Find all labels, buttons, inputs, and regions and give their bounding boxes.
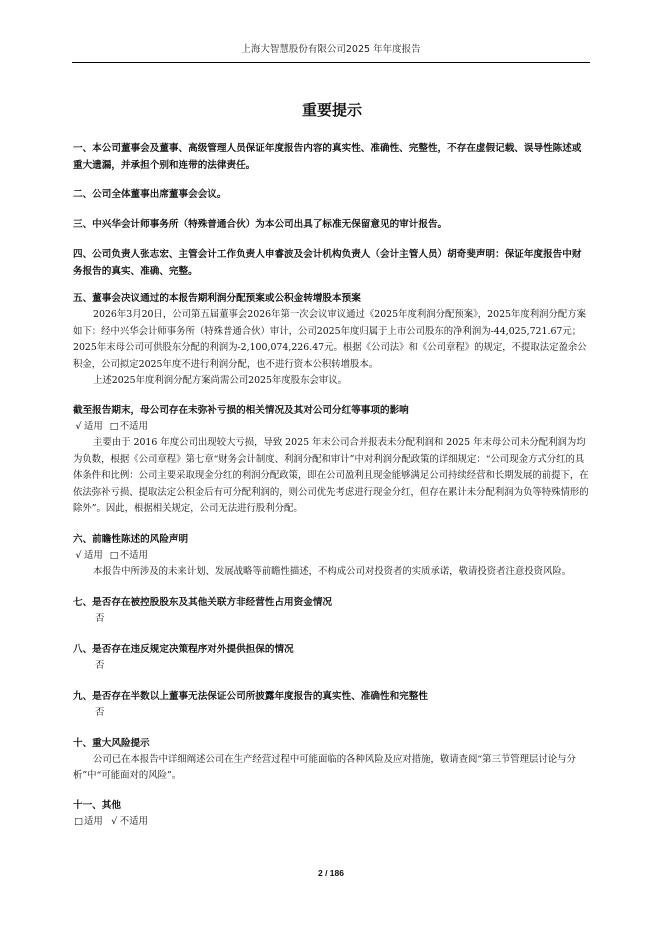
section-7: [73, 594, 591, 627]
statement-board-guarantee: 一、本公司董事会及董事、高级管理人员保证年度报告内容的真实性、准确性、完整性，不存在虚假记载、误导性陈述或重大遗漏，并承担个别和连带的法律责任。: [73, 143, 582, 171]
uncovered-losses-paragraph: 主要由于 2016 年度公司出现较大亏损，导致 2025 年末公司合并报表未分配利润和 2025 年末母公司未分配利润为均为负数，根据《公司章程》第七章“财务会计制度、利润分配和审计”中对利润分配政策的详细规定：“公司现金方式分红的具体条件和比例：公司主要采取现金分红的利润分配政策，即在公司盈利且现金能够满足公司持续经营和长期发展的前提下，在依法弥补亏损、提取法定公积金后有可分配利润的，则公司优先考虑进行现金分红，但存在累计未分配利润为负等特殊情形的除外”。因此，根据相关规定，公司无法进行股利分配。: [73, 436, 589, 515]
section-1: [73, 140, 591, 174]
statement-audit-opinion: 三、中兴华会计师事务所（特殊普通合伙）为本公司出具了标准无保留意见的审计报告。: [73, 219, 448, 230]
section-title-major-risks: 十、重大风险提示: [73, 737, 150, 749]
section-3: [73, 216, 591, 233]
section-title-other: 十一、其他: [73, 799, 121, 811]
section-title-forward-looking: 六、前瞻性陈述的风险声明: [73, 533, 189, 545]
empty-checkbox-icon: □: [109, 420, 119, 432]
check-mark-icon: √: [111, 815, 118, 827]
page-header: 上海大智慧股份有限公司2025 年年度报告: [241, 44, 421, 55]
section-uncovered-losses: [73, 402, 591, 518]
section-title-uncovered-losses: 截至报告期末，母公司存在未弥补亏损的相关情况及其对公司分红等事项的影响: [73, 404, 409, 416]
not-applicable-label: 不适用: [119, 549, 148, 561]
document-title: 重要提示: [301, 101, 362, 119]
document-body: [73, 100, 591, 830]
section-2: [73, 186, 591, 203]
applicable-label: 适用: [84, 549, 103, 561]
statement-board-attendance: 二、公司全体董事出席董事会会议。: [73, 189, 227, 200]
not-applicable-label: 不适用: [119, 420, 148, 432]
empty-checkbox-icon: □: [109, 549, 119, 561]
applicable-label: 适用: [84, 420, 103, 432]
major-risks-paragraph: 公司已在本报告中详细阐述公司在生产经营过程中可能面临的各种风险及应对措施，敬请查阅“第三节管理层讨论与分析”中“可能面对的风险”。: [73, 753, 576, 782]
profit-distribution-paragraph: 2026年3月20日，公司第五届董事会2026年第一次会议审议通过《2025年度利润分配预案》，2025年度利润分配方案如下：经中兴华会计师事务所（特殊普通合伙）审计，公司2025年度归属于上市公司股东的净利润为-44,025,721.67元；2025年末母公司可供股东分配的利润为-2,100,074,226.47元。根据《公司法》和《公司章程》的规定，不提取法定盈余公积金，公司拟定2025年度不进行利润分配，也不进行资本公积转增股本。: [73, 309, 587, 370]
section-9: [73, 688, 591, 721]
applicable-label: 适用: [84, 815, 103, 827]
applicability-status: [73, 814, 591, 830]
section-title-guarantees: 八、是否存在违反规定决策程序对外提供担保的情况: [73, 643, 294, 655]
check-mark-icon: √: [75, 549, 82, 561]
section-11: [73, 797, 591, 830]
applicability-status: [73, 419, 591, 435]
applicability-status: [73, 548, 591, 564]
forward-looking-paragraph: 本报告中所涉及的未来计划、发展战略等前瞻性描述，不构成公司对投资者的实质承诺，敬请投资者注意投资风险。: [93, 565, 572, 577]
section-6: [73, 531, 591, 581]
section-title-fund-occupation: 七、是否存在被控股股东及其他关联方非经营性占用资金情况: [73, 596, 333, 608]
empty-checkbox-icon: □: [74, 815, 83, 827]
statement-financial-responsibility: 四、公司负责人张志宏、主管会计工作负责人申睿波及会计机构负责人（会计主管人员）胡奇斐声明：保证年度报告中财务报告的真实、准确、完整。: [73, 249, 582, 277]
not-applicable-label: 不适用: [119, 815, 148, 827]
check-mark-icon: √: [75, 420, 82, 432]
page-number: 2 / 186: [318, 868, 344, 878]
section-title-profit-distribution: 五、董事会决议通过的本报告期利润分配预案或公积金转增股本预案: [73, 293, 361, 304]
section-4: [73, 246, 591, 280]
section-8: [73, 641, 591, 674]
section-10: [73, 735, 591, 785]
fund-occupation-answer: 否: [95, 612, 105, 624]
section-5: [73, 290, 591, 390]
guarantees-answer: 否: [95, 659, 105, 671]
profit-distribution-note: 上述2025年度利润分配方案尚需公司2025年度股东会审议。: [93, 375, 347, 387]
section-title-directors-guarantee: 九、是否存在半数以上董事无法保证公司所披露年度报告的真实性、准确性和完整性: [73, 690, 428, 702]
directors-guarantee-answer: 否: [95, 706, 105, 718]
header-divider: [72, 62, 590, 63]
